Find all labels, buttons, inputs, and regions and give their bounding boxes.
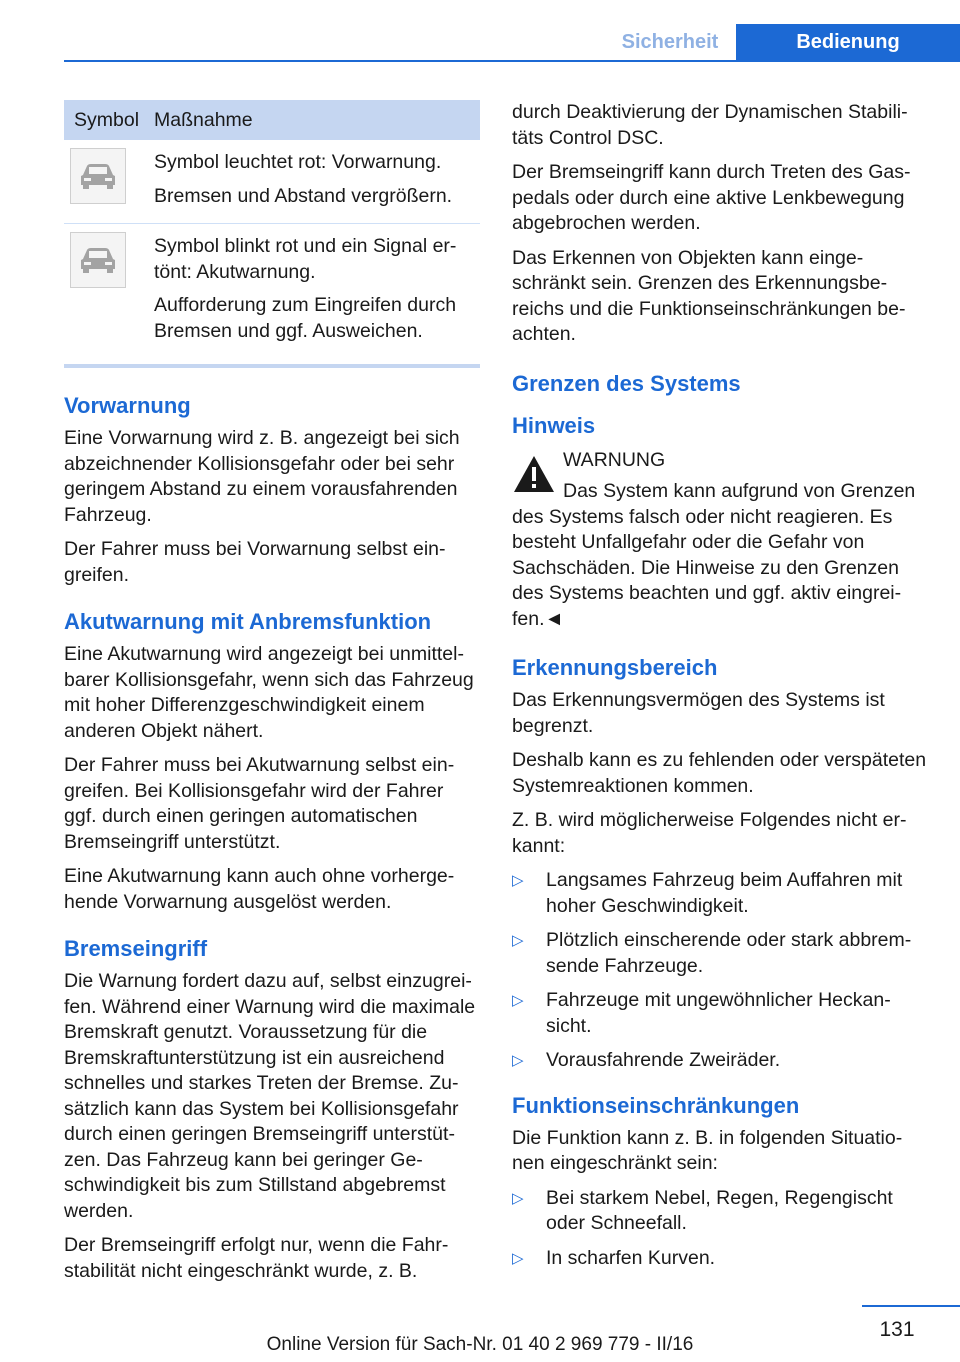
footer-text: Online Version für Sach-Nr. 01 40 2 969 779 - II/16: [266, 1334, 694, 1355]
heading-erkennungsbereich: Erkennungsbereich: [512, 655, 718, 680]
list-item: ▷ Bei starkem Nebel, Regen, Regengischt oder Schneefall.: [512, 1186, 893, 1234]
list-item: ▷ Fahrzeuge mit ungewöhnlicher Heckansicht.: [512, 989, 891, 1037]
heading-vorwarnung: Vorwarnung: [64, 393, 191, 418]
table-header-symbol: Symbol: [64, 100, 154, 140]
paragraph: Das Erkennen von Objekten kann eingeschränkt sein. Grenzen des Erkennungsbereichs und die Funktionseinschränkungen beachten.: [512, 246, 906, 345]
warning-block: [512, 448, 928, 633]
bullet-triangle-icon: ▷: [512, 992, 524, 1009]
paragraph: Der Fahrer muss bei Akutwarnung selbst eingreifen. Bei Kollisionsgefahr wird der Fahrer ggf. durch einen geringen automatischen Bremseingriff unterstützt.: [64, 754, 455, 853]
symbol-table: [64, 100, 480, 358]
bullet-triangle-icon: ▷: [512, 1249, 524, 1267]
paragraph: Die Funktion kann z. B. in folgenden Situationen eingeschränkt sein:: [512, 1126, 903, 1174]
paragraph: Eine Akutwarnung wird angezeigt bei unmittelbarer Kollisionsgefahr, wenn sich das Fahrzeug mit hoher Differenzgeschwindigkeit einem anderen Objekt nähert.: [64, 643, 474, 742]
heading-bremseingriff: Bremseingriff: [64, 936, 208, 961]
erkennung-list: [512, 868, 928, 1074]
car-warning-icon: [70, 148, 126, 204]
warning-text-first-line: Das System kann aufgrund von Grenzen: [563, 480, 916, 502]
heading-funktionseinschraenkungen: Funktionseinschränkungen: [512, 1092, 800, 1118]
paragraph: Der Bremseingriff erfolgt nur, wenn die Fahrstabilität nicht eingeschränkt wurde, z. B.: [64, 1234, 449, 1282]
table-cell-text: Symbol blinkt rot und ein Signal ertönt: Akutwarnung.: [154, 235, 457, 283]
table-cell-text: Bremsen und Abstand vergrößern.: [154, 184, 453, 207]
warning-icon: [512, 454, 556, 494]
paragraph: Die Warnung fordert dazu auf, selbst einzugreifen. Während einer Warnung wird die maximale Bremskraft genutzt. Voraussetzung für die Bremskraftunterstützung ist ein ausreichend schnelles und starkes Treten der Bremse. Zusätzlich kann das System bei Kollisionsgefahr durch einen geringen Bremseingriff unterstützen. Das Fahrzeug kann bei geringer Geschwindigkeit bis zum Stillstand abgebremst werden.: [64, 970, 476, 1222]
tab-sicherheit[interactable]: Sicherheit: [604, 24, 736, 61]
left-column: [64, 100, 480, 1293]
table-cell-text: Symbol leuchtet rot: Vorwarnung.: [154, 151, 442, 173]
table-header-massnahme: Maßnahme: [154, 100, 480, 140]
header-rule: [64, 60, 960, 62]
list-item: ▷ Plötzlich einscherende oder stark abbremsende Fahrzeuge.: [512, 929, 912, 977]
heading-hinweis: Hinweis: [512, 412, 596, 438]
footer-rule: [862, 1305, 960, 1307]
bullet-triangle-icon: ▷: [512, 932, 524, 949]
heading-akutwarnung: Akutwarnung mit Anbremsfunktion: [64, 609, 432, 634]
table-row: [64, 140, 480, 224]
funktion-list: [512, 1186, 928, 1272]
bullet-triangle-icon: ▷: [512, 1052, 524, 1069]
paragraph: Das Erkennungsvermögen des Systems ist begrenzt.: [512, 689, 885, 737]
heading-grenzen: Grenzen des Systems: [512, 370, 741, 396]
bullet-triangle-icon: ▷: [512, 872, 524, 889]
bullet-triangle-icon: ▷: [512, 1189, 524, 1207]
table-row: [64, 224, 480, 359]
table-header-row: [64, 100, 480, 140]
paragraph: Eine Vorwarnung wird z. B. angezeigt bei sich abzeichnender Kollisionsgefahr oder bei sehr geringem Abstand zu einem vorausfahrenden Fahrzeug.: [64, 427, 460, 526]
right-column: [512, 100, 928, 1281]
tab-bedienung[interactable]: Bedienung: [736, 24, 960, 61]
paragraph: Eine Akutwarnung kann auch ohne vorhergehende Vorwarnung ausgelöst werden.: [64, 865, 455, 913]
paragraph: Z. B. wird möglicherweise Folgendes nicht erkannt:: [512, 809, 907, 857]
car-warning-icon: [70, 232, 126, 288]
list-item: ▷ Langsames Fahrzeug beim Auffahren mit hoher Geschwindigkeit.: [512, 869, 903, 917]
warning-title: WARNUNG: [563, 448, 666, 471]
table-bottom-rule: [64, 364, 480, 368]
paragraph: durch Deaktivierung der Dynamischen Stabilitäts Control DSC.: [512, 101, 908, 149]
warning-text: des Systems falsch oder nicht reagieren. Es besteht Unfallgefahr oder die Gefahr von Sachschäden. Die Hinweise zu den Grenzen des Systems beachten und ggf. aktiv eingreifen.◄: [512, 505, 902, 630]
list-item: ▷ In scharfen Kurven.: [512, 1246, 928, 1272]
paragraph: Deshalb kann es zu fehlenden oder verspäteten Systemreaktionen kommen.: [512, 749, 927, 797]
paragraph: Der Bremseingriff kann durch Treten des Gaspedals oder durch eine aktive Lenkbewegung abgebrochen werden.: [512, 161, 911, 234]
list-item: ▷ Vorausfahrende Zweiräder.: [512, 1048, 928, 1074]
page-number: 131: [879, 1318, 915, 1341]
table-cell-text: Aufforderung zum Eingreifen durch Bremsen und ggf. Ausweichen.: [154, 294, 457, 342]
paragraph: Der Fahrer muss bei Vorwarnung selbst eingreifen.: [64, 538, 446, 586]
